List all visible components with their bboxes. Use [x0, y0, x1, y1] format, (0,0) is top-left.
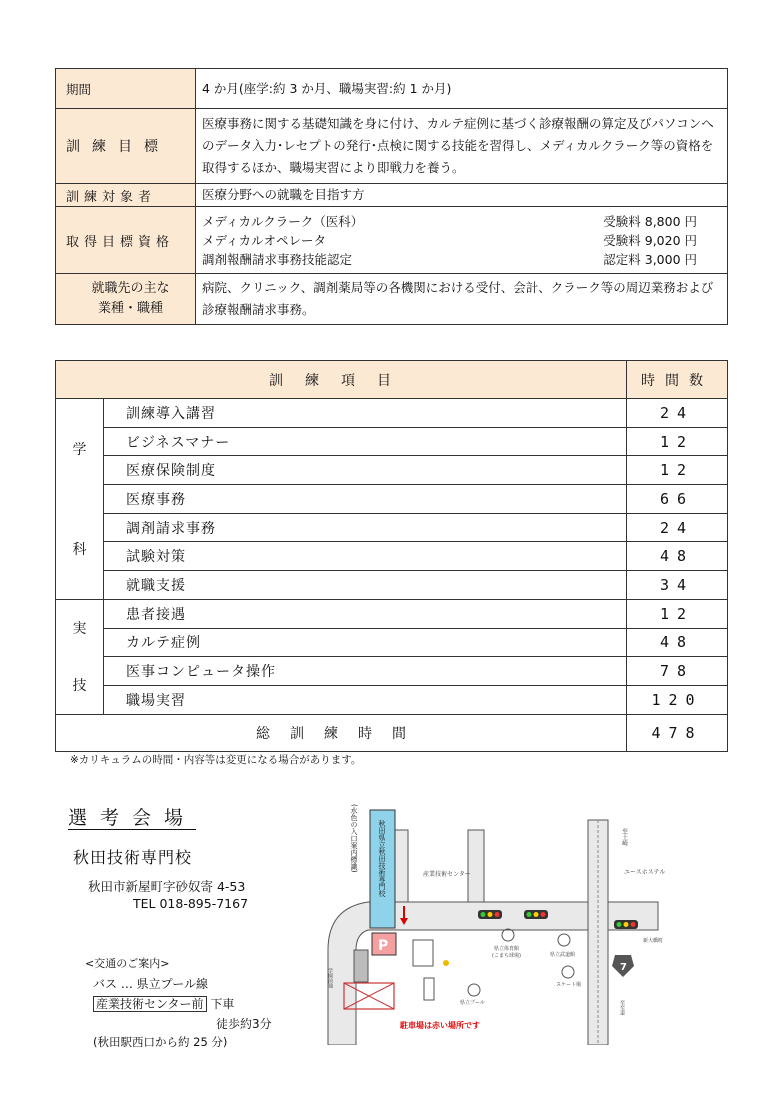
table-row: [56, 657, 728, 686]
curriculum-note: ※カリキュラムの時間・内容等は変更になる場合があります。: [70, 754, 362, 766]
target-label: 訓練対象者: [56, 184, 196, 207]
map-pool: 県立プール: [460, 1000, 485, 1006]
skate-marker: [562, 966, 574, 978]
goal-label: 訓練目標: [56, 109, 196, 184]
bus-stop: 産業技術センター前 下車: [93, 995, 234, 1012]
parking-p-label: P: [378, 938, 389, 954]
map-south: 至至道: [619, 1000, 625, 1015]
subject-hours: 24: [627, 513, 728, 542]
table-row: [56, 685, 728, 714]
header-item: 訓練項目: [56, 361, 627, 399]
row-qualifications: [56, 207, 728, 274]
jobs-label: 就職先の主な 業種・職種: [56, 274, 196, 325]
subject-name: ビジネスマナー: [104, 427, 627, 456]
subject-hours: 78: [627, 657, 728, 686]
subject-hours: 34: [627, 571, 728, 600]
map-shiroyama: 至土崎: [620, 828, 628, 846]
table-row: [56, 456, 728, 485]
subject-name: 就職支援: [104, 571, 627, 600]
map-bridge: 新大橋町: [643, 938, 664, 944]
building-c: [413, 940, 433, 966]
map-skate: スケート場: [556, 982, 582, 988]
map-kaikan-sub: (こまち球場): [492, 953, 521, 959]
map-gakuen: 学園前通: [327, 968, 333, 988]
curriculum-header: [56, 361, 728, 399]
category-academic: 学 科: [56, 399, 104, 600]
table-row: [56, 427, 728, 456]
table-row: [56, 542, 728, 571]
map-budokan: 県立武道館: [550, 952, 576, 958]
total-row: [56, 714, 728, 751]
subject-hours: 12: [627, 427, 728, 456]
total-label: 総訓練時間: [56, 714, 627, 751]
qualifications-label: 取得目標資格: [56, 207, 196, 274]
subject-name: 患者接遇: [104, 599, 627, 628]
from-station: (秋田駅西口から約 25 分): [93, 1035, 228, 1049]
jobs-value: 病院、クリニック、調剤薬局等の各機関における受付、会計、クラーク等の周辺業務および診療報酬請求事務。: [196, 274, 728, 325]
subject-name: 医療事務: [104, 485, 627, 514]
subject-hours: 120: [627, 685, 728, 714]
table-row: [56, 399, 728, 428]
venue-heading: 選考会場: [68, 807, 197, 829]
table-row: [56, 628, 728, 657]
address: 秋田市新屋町字砂奴寄 4-53: [88, 879, 246, 894]
access-map: [318, 800, 688, 1045]
row-target: [56, 184, 728, 207]
subject-name: カルテ症例: [104, 628, 627, 657]
table-row: [56, 513, 728, 542]
traffic-light-1: [478, 910, 502, 919]
route-7-label: 7: [620, 962, 627, 973]
table-row: [56, 571, 728, 600]
target-value: 医療分野への就職を目指す方: [196, 184, 728, 207]
qualification-item: メディカルオペレータ 受験料 9,020 円: [202, 232, 697, 248]
bus-stop-name: 産業技術センター前: [93, 996, 207, 1012]
course-info-table: [55, 68, 728, 325]
map-youth-hostel: ユースホステル: [624, 869, 666, 876]
row-period: [56, 69, 728, 109]
category-practical: 実 技: [56, 599, 104, 714]
subject-hours: 12: [627, 599, 728, 628]
map-sangyo: 産業技術センター: [423, 871, 471, 878]
building-b: [354, 950, 368, 982]
header-hours: 時間数: [627, 361, 728, 399]
traffic-light-2: [524, 910, 548, 919]
pool-marker: [468, 984, 480, 996]
period-value: 4 か月(座学:約 3 か月、職場実習:約 1 か月): [196, 69, 728, 109]
walk-time: 徒歩約3分: [216, 1017, 272, 1031]
subject-hours: 66: [627, 485, 728, 514]
map-kaikan: 県立体育館: [494, 946, 520, 952]
goal-value: 医療事務に関する基礎知識を身に付け、カルテ症例に基づく診療報酬の算定及びパソコンへのデータ入力･レセプトの発行･点検に関する技能を習得し、メディカルクラーク等の資格を取得するほか、職場実習により即戦力を養う。: [196, 109, 728, 184]
subject-name: 調剤請求事務: [104, 513, 627, 542]
bus-line: バス … 県立プール線: [93, 977, 209, 991]
row-goal: [56, 109, 728, 184]
row-jobs: [56, 274, 728, 325]
subject-name: 訓練導入講習: [104, 399, 627, 428]
parking-note: 駐車場は赤い場所です: [400, 1021, 480, 1030]
subject-hours: 12: [627, 456, 728, 485]
subject-hours: 24: [627, 399, 728, 428]
subject-hours: 48: [627, 628, 728, 657]
kaikan-marker: [502, 929, 514, 941]
qualification-item: 調剤報酬請求事務技能認定 認定料 3,000 円: [202, 251, 697, 267]
school-label: 秋田県立秋田技術専門校: [378, 820, 386, 897]
subject-name: 医療保険制度: [104, 456, 627, 485]
curriculum-table: [55, 360, 728, 752]
subject-hours: 48: [627, 542, 728, 571]
subject-name: 医事コンピュータ操作: [104, 657, 627, 686]
entrance-note: (水色の入口案内標識): [350, 804, 358, 873]
bus-stop-marker: [443, 960, 449, 966]
building-d: [424, 978, 434, 1000]
telephone: TEL 018-895-7167: [133, 896, 249, 911]
table-row: [56, 599, 728, 628]
subject-name: 職場実習: [104, 685, 627, 714]
subject-name: 試験対策: [104, 542, 627, 571]
traffic-title: <交通のご案内>: [85, 957, 170, 970]
period-label: 期間: [56, 69, 196, 109]
road-mid: [468, 830, 484, 902]
table-row: [56, 485, 728, 514]
qualification-item: メディカルクラーク（医科） 受験料 8,800 円: [202, 213, 697, 229]
school-name: 秋田技術専門校: [73, 848, 193, 867]
total-hours: 478: [627, 714, 728, 751]
qualifications-list: [196, 207, 728, 274]
traffic-light-3: [614, 920, 638, 929]
budokan-marker: [558, 934, 570, 946]
